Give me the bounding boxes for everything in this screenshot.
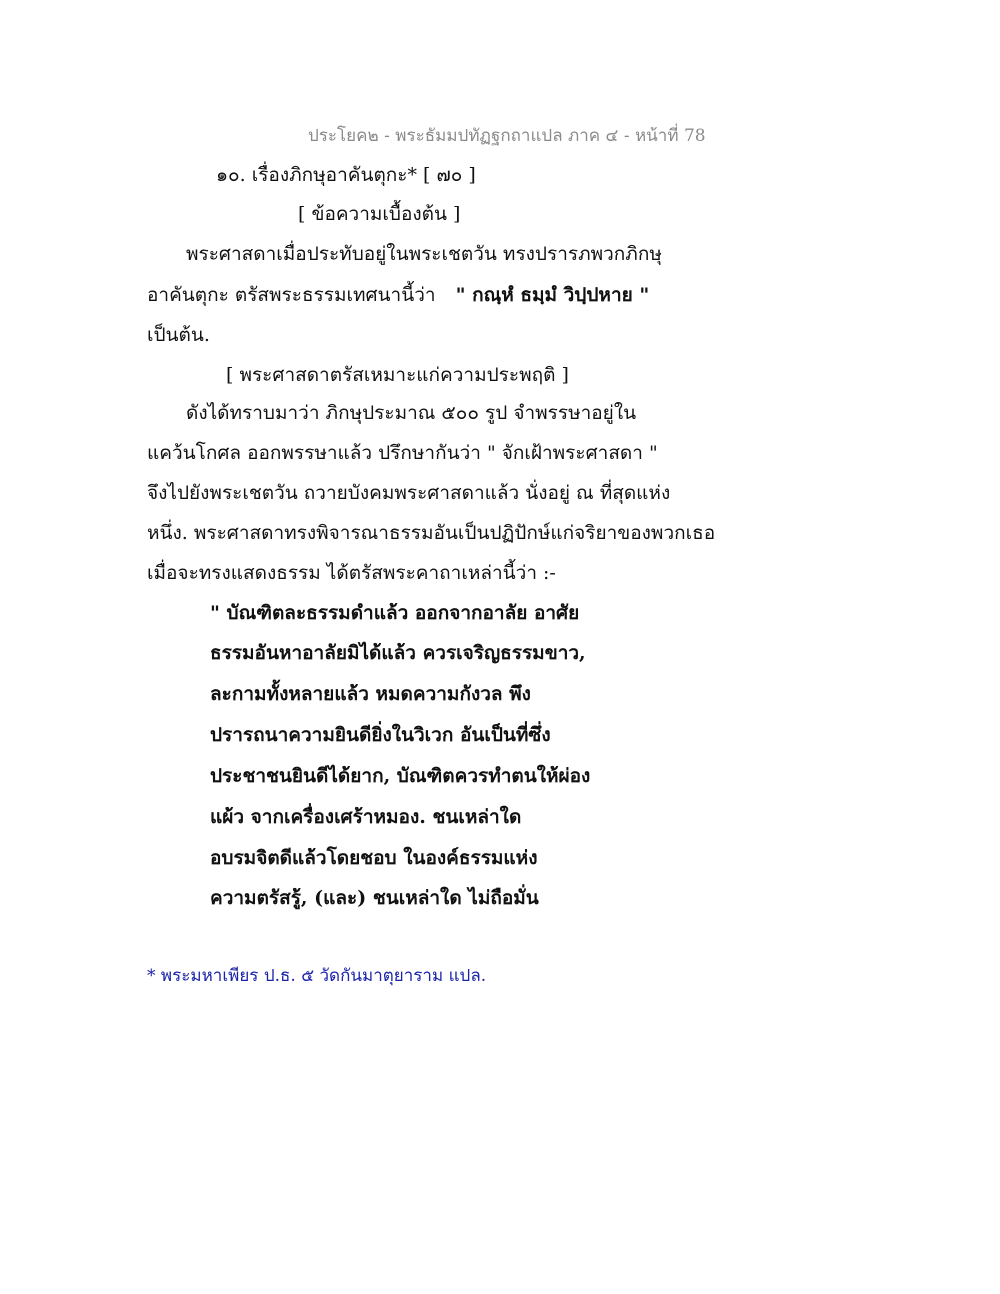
verse-line: แผ้ว จากเครื่องเศร้าหมอง. ชนเหล่าใด xyxy=(210,806,522,828)
intro-line xyxy=(147,282,649,308)
verse-line: ละกามทั้งหลายแล้ว หมดความกังวล พึง xyxy=(210,683,531,705)
body-line: ดังได้ทราบมาว่า ภิกษุประมาณ ๕๐๐ รูป จำพรรษาอยู่ใน xyxy=(186,402,637,424)
body-line: หนึ่ง. พระศาสดาทรงพิจารณาธรรมอันเป็นปฏิปักษ์แก่จริยาของพวกเธอ xyxy=(147,522,716,544)
page-header: ประโยค๒ - พระธัมมปทัฏฐกถาแปล ภาค ๔ - หน้าที่ 78 xyxy=(308,126,706,146)
section-heading: [ พระศาสดาตรัสเหมาะแก่ความประพฤติ ] xyxy=(226,364,569,386)
intro-line-text: อาคันตุกะ ตรัสพระธรรมเทศนานี้ว่า xyxy=(147,284,436,306)
verse-line: ธรรมอันหาอาลัยมิได้แล้ว ควรเจริญธรรมขาว, xyxy=(210,642,586,664)
verse-line: ปรารถนาความยินดียิ่งในวิเวก อันเป็นที่ซึ่ง xyxy=(210,724,551,746)
verse-line: ความตรัสรู้, (และ) ชนเหล่าใด ไม่ถือมั่น xyxy=(210,887,539,909)
verse-line: อบรมจิตดีแล้วโดยชอบ ในองค์ธรรมแห่ง xyxy=(210,847,538,869)
story-title: ๑๐. เรื่องภิกษุอาคันตุกะ* [ ๗๐ ] xyxy=(216,164,476,186)
verse-line: ประชาชนยินดีได้ยาก, บัณฑิตควรทำตนให้ผ่อง xyxy=(210,765,591,787)
intro-line: เป็นต้น. xyxy=(147,324,210,346)
body-line: เมื่อจะทรงแสดงธรรม ได้ตรัสพระคาถาเหล่านี้ว่า :- xyxy=(147,562,556,584)
intro-heading: [ ข้อความเบื้องต้น ] xyxy=(298,203,461,225)
intro-line: พระศาสดาเมื่อประทับอยู่ในพระเชตวัน ทรงปรารภพวกภิกษุ xyxy=(186,243,662,265)
verse-line: " บัณฑิตละธรรมดำแล้ว ออกจากอาลัย อาศัย xyxy=(210,602,580,624)
body-line: แคว้นโกศล ออกพรรษาแล้ว ปรึกษากันว่า " จักเฝ้าพระศาสดา " xyxy=(147,442,658,464)
body-line: จึงไปยังพระเชตวัน ถวายบังคมพระศาสดาแล้ว นั่งอยู่ ณ ที่สุดแห่ง xyxy=(147,482,671,504)
footnote: * พระมหาเพียร ป.ธ. ๕ วัดกันมาตุยาราม แปล. xyxy=(147,966,487,986)
pali-quote: " กณฺหํ ธมฺมํ วิปฺปหาย " xyxy=(455,284,650,306)
